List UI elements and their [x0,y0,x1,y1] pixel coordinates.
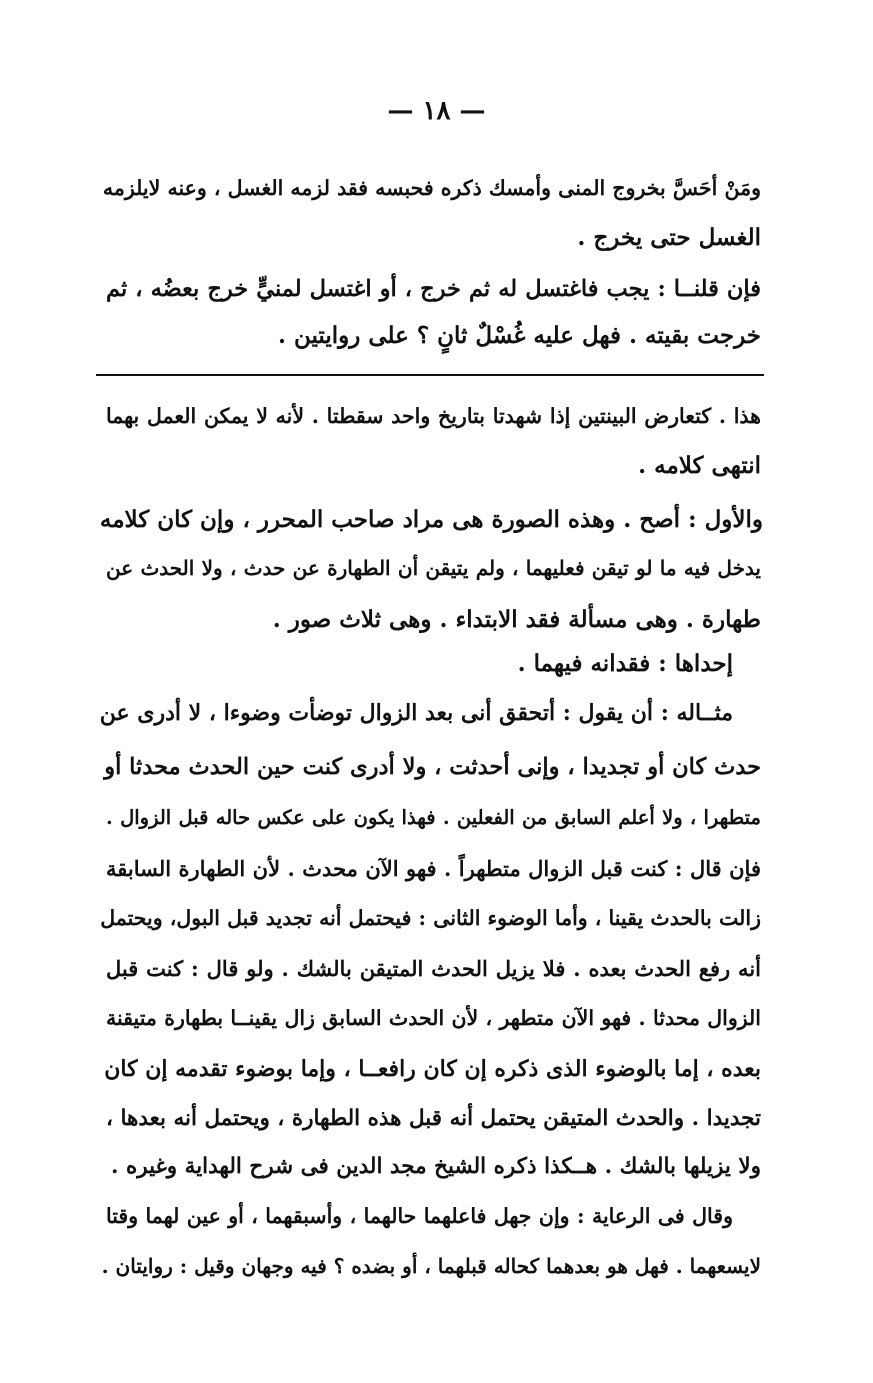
footnote-line: تجديدا . والحدث المتيقن يحتمل أنه قبل هذه الطهارة ، ويحتمل أنه بعدها ، [106,1106,761,1131]
footnote-line: لايسعهما . فهل هو بعدهما كحاله قبلهما ، أو بضده ؟ فيه وجهان وقيل : روايتان . [101,1254,761,1278]
footnote-line: انتهى كلامه . [638,452,761,479]
main-text-line: خرجت بقيته . فهل عليه غُسْلٌ ثانٍ ؟ على روايتين . [277,322,761,349]
footnote-line: مثــاله : أن يقول : أتحقق أنى بعد الزوال توضأت وضوءا ، لا أدرى عن [99,700,733,726]
footnote-line: أنه رفع الحدث بعده . فلا يزيل الحدث المتيقن بالشك . ولو قال : كنت قبل [106,956,761,981]
footnote-line: حدث كان أو تجديدا ، وإنى أحدثت ، ولا أدرى كنت حين الحدث محدثا أو [104,754,761,780]
footnote-line: هذا . كتعارض البينتين إذا شهدتا بتاريخ واحد سقطتا . لأنه لا يمكن العمل بهما [106,404,761,428]
footnote-line: ولا يزيلها بالشك . هــكذا ذكره الشيخ مجد الدين فى شرح الهداية وغيره . [110,1154,761,1179]
footnote-line: بعده ، إما بالوضوء الذى ذكره إن كان رافعــا ، وإما بوضوء تقدمه إن كان [104,1056,761,1082]
footnote-separator [96,374,764,376]
footnote-line: طهارة . وهى مسألة فقد الابتداء . وهى ثلاث صور . [272,606,761,633]
footnote-line: متطهرا ، ولا أعلم السابق من الفعلين . فهذا يكون على عكس حاله قبل الزوال . [106,806,761,829]
main-text-line: ومَنْ أحَسَّ بخروج المنى وأمسك ذكره فحبسه فقد لزمه الغسل ، وعنه لايلزمه [102,176,761,200]
footnote-line: إحداها : فقدانه فيهما . [517,650,733,677]
page-number: — ١٨ — [387,96,486,126]
main-text-line: الغسل حتى يخرج . [577,224,761,251]
footnote-line: فإن قال : كنت قبل الزوال متطهراً . فهو الآن محدث . لأن الطهارة السابقة [106,856,761,881]
footnote-line: والأول : أصح . وهذه الصورة هى مراد صاحب المحرر ، وإن كان كلامه [99,506,763,533]
footnote-line: يدخل فيه ما لو تيقن فعليهما ، ولم يتيقن أن الطهارة عن حدث ، ولا الحدث عن [106,556,761,580]
footnote-line: الزوال محدثا . فهو الآن متطهر ، لأن الحدث السابق زال يقينــا بطهارة متيقنة [106,1006,761,1030]
main-text-line: فإن قلنــا : يجب فاغتسل له ثم خرج ، أو اغتسل لمنيٍّ خرج بعضُه ، ثم [106,276,761,302]
footnote-line: زالت بالحدث يقينا ، وأما الوضوء الثانى : فيحتمل أنه تجديد قبل البول، ويحتمل [100,906,761,930]
footnote-line: وقال فى الرعاية : وإن جهل فاعلهما حالهما ، وأسبقهما ، أو عين لهما وقتا [106,1204,733,1228]
